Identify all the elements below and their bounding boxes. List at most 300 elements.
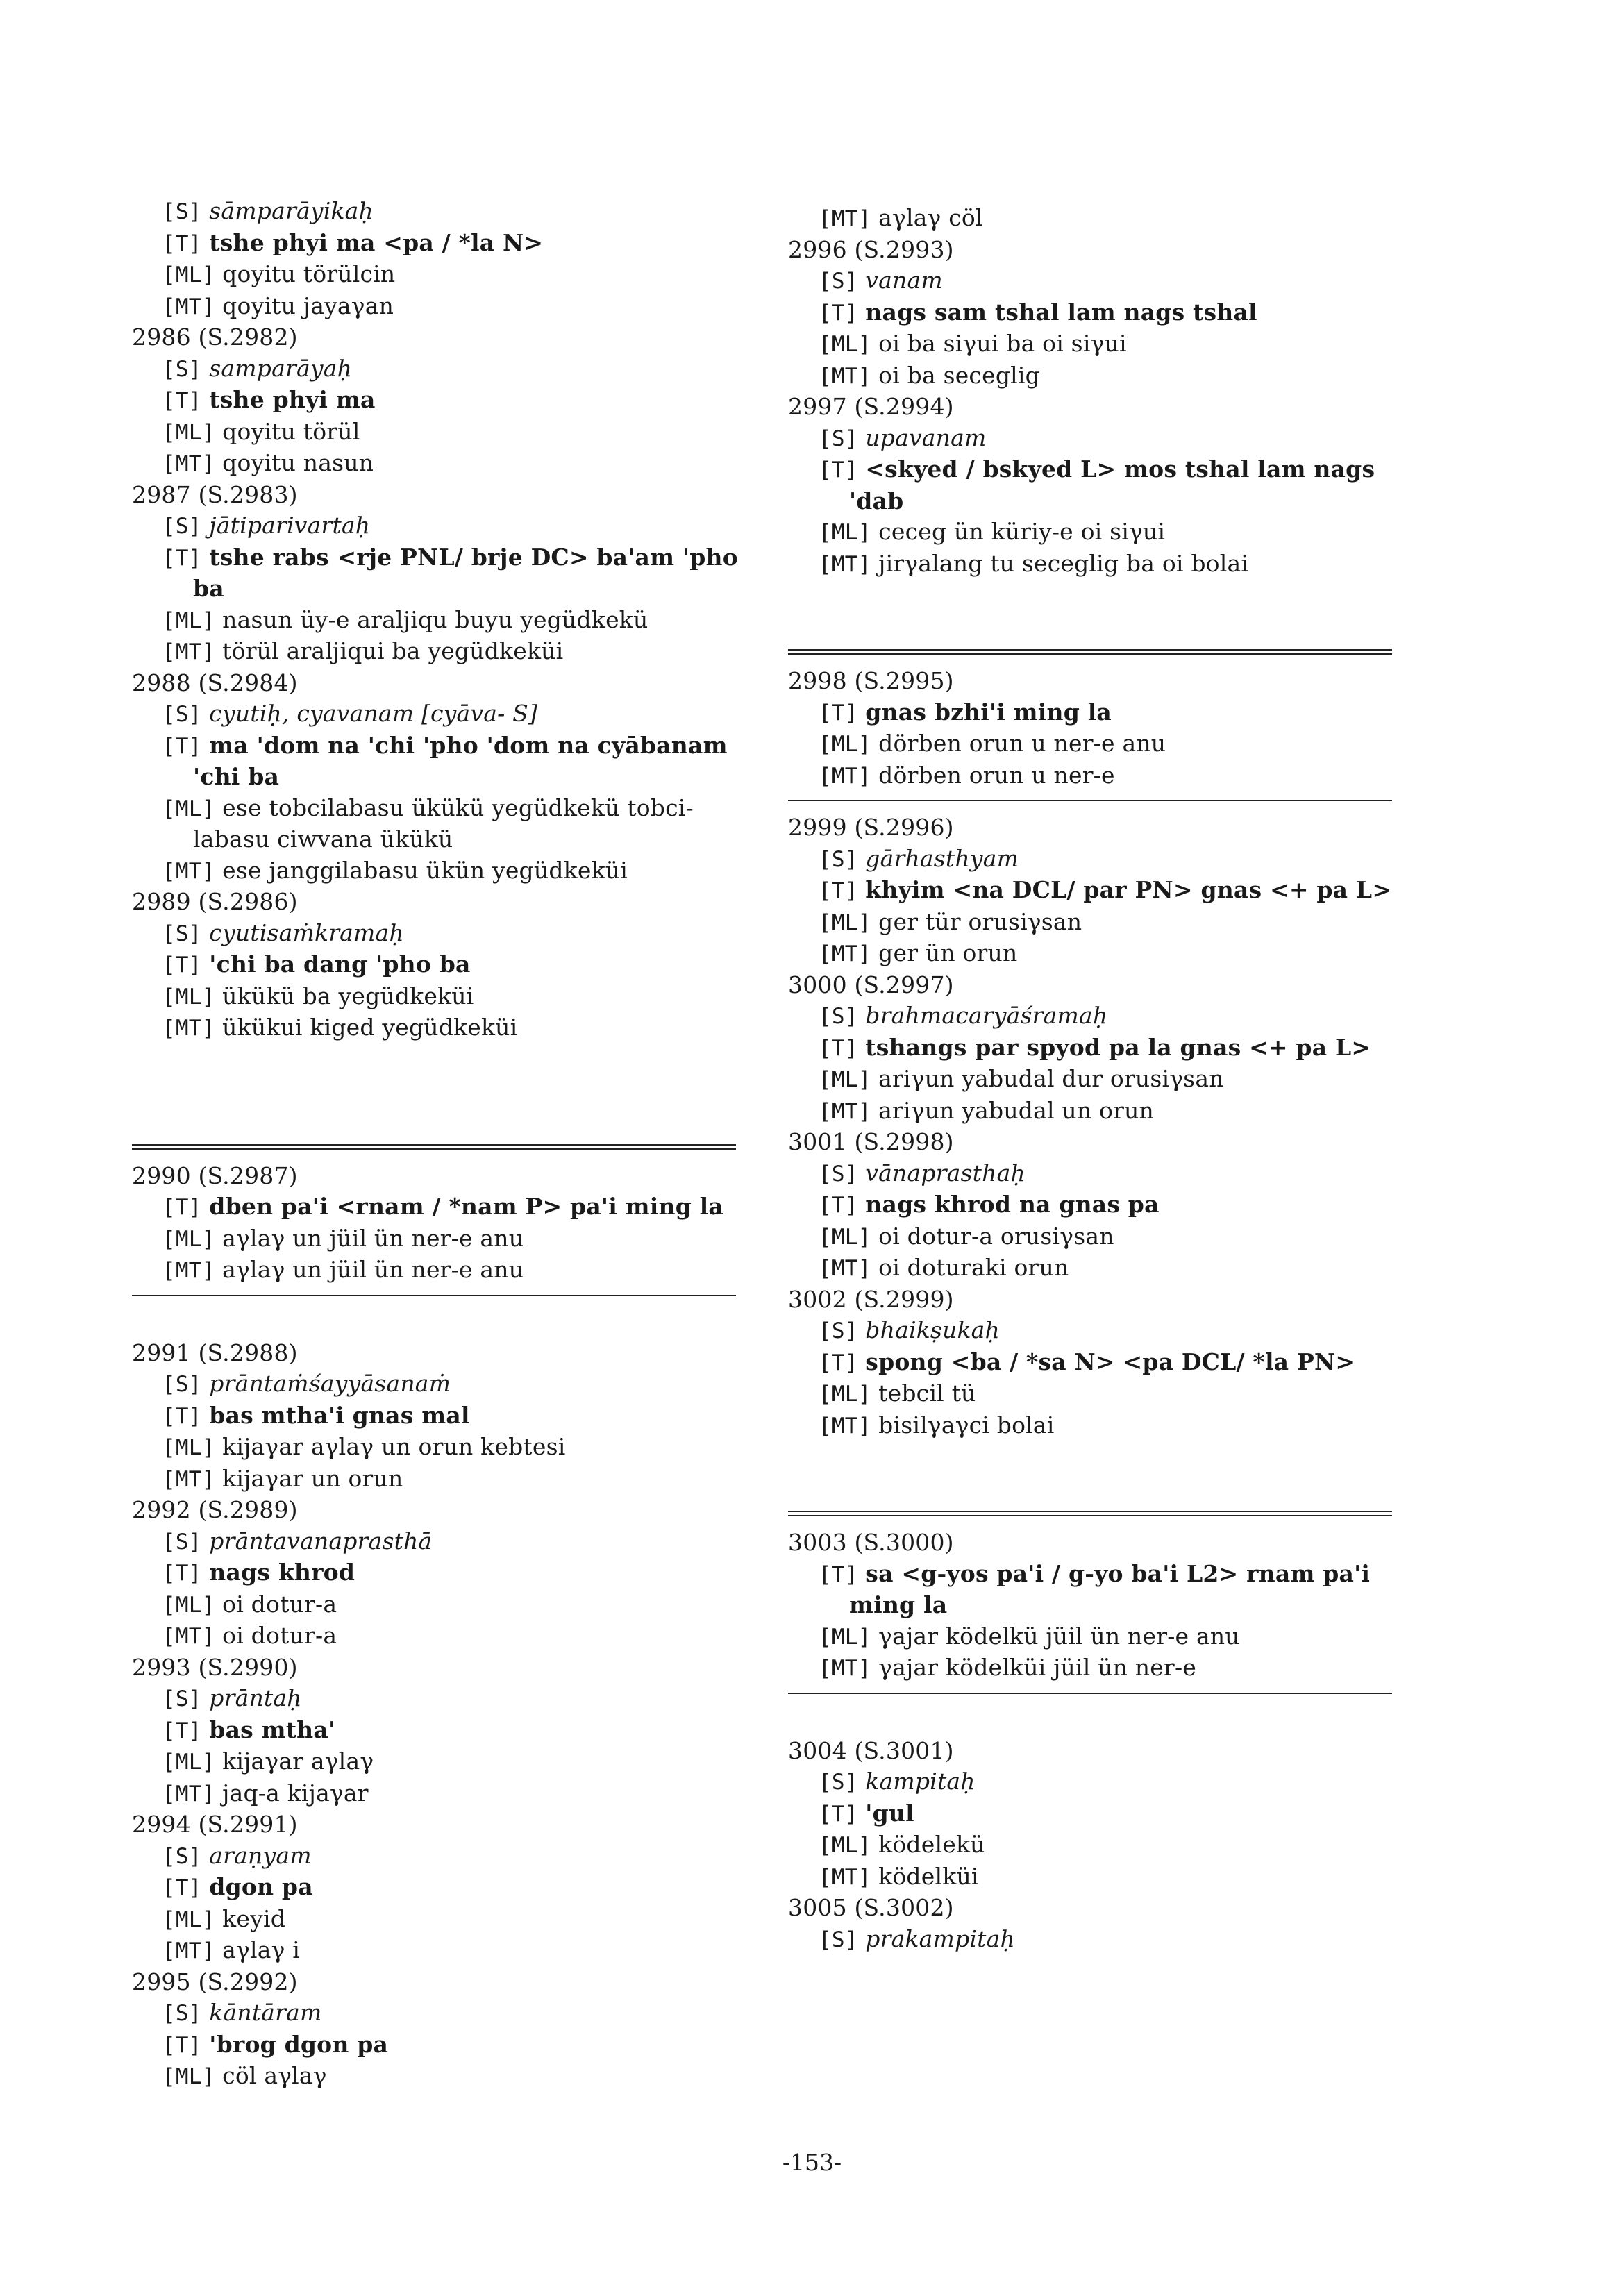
entry-line-s	[132, 698, 757, 730]
entry-text: spong <ba / *sa N> <pa DCL/ *la PN>	[865, 1348, 1355, 1375]
language-tag: [ML]	[819, 520, 871, 545]
language-tag: [ML]	[162, 1750, 215, 1775]
entry-number-text: 2998 (S.2995)	[788, 667, 954, 694]
language-tag: [MT]	[819, 1098, 871, 1124]
language-tag: [S]	[162, 1372, 202, 1397]
entry-text: vānaprasthaḥ	[865, 1159, 1026, 1187]
language-tag: [S]	[162, 921, 202, 946]
entry-text: oi doturaki orun	[878, 1254, 1069, 1281]
entry-line-ml	[132, 605, 757, 637]
language-tag: [MT]	[162, 858, 215, 884]
page-number: -153-	[782, 2149, 842, 2176]
language-tag: [T]	[162, 733, 202, 759]
language-tag: [MT]	[162, 1624, 215, 1649]
entry-text: 'gul	[865, 1799, 914, 1827]
entry-line-s	[132, 918, 757, 950]
entry-number-text: 2990 (S.2987)	[132, 1162, 298, 1189]
section-divider	[788, 641, 1392, 666]
entry-line-mt	[132, 1012, 757, 1044]
entry-text: kijaγar aγlaγ un orun kebtesi	[222, 1433, 566, 1460]
entry-text: γajar ködelküi jüil ün ner-e	[878, 1654, 1197, 1681]
entry-number-text: 2987 (S.2983)	[132, 480, 298, 508]
language-tag: [MT]	[819, 363, 871, 389]
entry-number-text: 2997 (S.2994)	[788, 393, 954, 420]
entry-text: gārhasthyam	[865, 844, 1019, 872]
entry-text: 'dab	[849, 487, 904, 514]
entry-line-mt	[132, 1935, 757, 1967]
entry-line-ml	[132, 1589, 757, 1621]
entry-text: dörben orun u ner-e	[878, 761, 1115, 789]
entry-number	[788, 1893, 1427, 1924]
entry-text: cyutisaṁkramaḥ	[209, 919, 404, 946]
entry-number	[788, 1736, 1427, 1767]
entry-line-s	[132, 510, 757, 542]
entry-text: ariγun yabudal dur orusiγsan	[878, 1065, 1224, 1092]
entry-line-s	[788, 844, 1427, 875]
entry-line-mt	[132, 448, 757, 480]
language-tag: [ML]	[162, 1907, 215, 1932]
entry-line-t	[132, 1191, 757, 1223]
entry-line-s	[132, 1997, 757, 2029]
entry-number	[132, 887, 757, 918]
entry-line-t	[788, 297, 1427, 329]
entry-number	[132, 1652, 757, 1684]
entry-text: kāntāram	[209, 1999, 322, 2026]
spacer	[788, 1441, 1427, 1472]
language-tag: [MT]	[162, 1781, 215, 1807]
entry-number-text: 2996 (S.2993)	[788, 235, 954, 263]
language-tag: [T]	[819, 1801, 858, 1827]
entry-number-text: 2994 (S.2991)	[132, 1811, 298, 1838]
language-tag: [T]	[819, 700, 858, 726]
entry-text: vanam	[865, 267, 943, 294]
entry-line-s	[132, 1526, 757, 1558]
language-tag: [S]	[162, 356, 202, 382]
entry-line-continuation	[132, 573, 757, 605]
entry-line-s	[788, 423, 1427, 455]
entry-line-s	[788, 1766, 1427, 1798]
entry-line-t	[132, 2029, 757, 2061]
entry-text: khyim <na DCL/ par PN> gnas <+ pa L>	[865, 876, 1392, 903]
language-tag: [ML]	[819, 1224, 871, 1250]
language-tag: [ML]	[819, 332, 871, 357]
entry-text: nags sam tshal lam nags tshal	[865, 298, 1257, 326]
entry-text: qoyitu jayaγan	[222, 292, 394, 319]
entry-number	[788, 812, 1427, 844]
language-tag: [ML]	[162, 262, 215, 287]
entry-line-s	[132, 1841, 757, 1872]
entry-number-text: 2988 (S.2984)	[132, 669, 298, 696]
entry-number-text: 2999 (S.2996)	[788, 814, 954, 841]
entry-line-mt	[788, 1096, 1427, 1128]
language-tag: [ML]	[162, 2064, 215, 2089]
entry-text: prakampitaḥ	[865, 1925, 1015, 1952]
entry-line-mt	[788, 1861, 1427, 1893]
language-tag: [MT]	[819, 1413, 871, 1439]
language-tag: [S]	[162, 1686, 202, 1711]
language-tag: [T]	[162, 231, 202, 256]
language-tag: [ML]	[819, 732, 871, 757]
language-tag: [MT]	[162, 639, 215, 664]
entry-number	[132, 322, 757, 353]
entry-text: 'brog dgon pa	[209, 2030, 389, 2058]
entry-text: ese tobcilabasu ükükü yegüdkekü tobci-	[222, 794, 694, 821]
entry-text: ükükü ba yegüdkeküi	[222, 982, 474, 1009]
entry-text: qoyitu nasun	[222, 449, 374, 476]
language-tag: [MT]	[162, 1466, 215, 1492]
language-tag: [S]	[819, 1318, 858, 1343]
spacer	[788, 1705, 1427, 1736]
language-tag: [MT]	[819, 1656, 871, 1681]
entry-text: γajar ködelkü jüil ün ner-e anu	[878, 1622, 1240, 1650]
entry-text: jirγalang tu seceglig ba oi bolai	[878, 549, 1249, 577]
language-tag: [S]	[162, 514, 202, 539]
entry-number	[132, 1967, 757, 1998]
entry-line-t	[132, 1400, 757, 1432]
language-tag: [T]	[162, 1875, 202, 1900]
entry-text: oi dotur-a	[222, 1622, 337, 1649]
entry-text: dben pa'i <rnam / *nam P> pa'i ming la	[209, 1193, 723, 1220]
entry-text: araṇyam	[209, 1841, 312, 1869]
entry-number-text: 2991 (S.2988)	[132, 1339, 298, 1366]
language-tag: [T]	[162, 1561, 202, 1586]
entry-number	[132, 480, 757, 511]
entry-line-ml	[788, 1221, 1427, 1253]
section-divider	[788, 791, 1392, 812]
entry-number	[788, 392, 1427, 423]
entry-line-mt	[132, 636, 757, 668]
spacer	[132, 1044, 757, 1075]
entry-line-continuation	[788, 486, 1427, 517]
entry-text: nasun üy-e araljiqu buyu yegüdkekü	[222, 605, 648, 633]
entry-line-s	[788, 1924, 1427, 1956]
entry-text: tshangs par spyod pa la gnas <+ pa L>	[865, 1033, 1371, 1061]
section-divider	[788, 1684, 1392, 1705]
entry-text: sāmparāyikaḥ	[209, 197, 374, 224]
entry-line-ml	[788, 1064, 1427, 1096]
entry-text: aγlaγ i	[222, 1936, 300, 1963]
entry-number-text: 3004 (S.3001)	[788, 1736, 954, 1764]
entry-number	[788, 666, 1427, 697]
language-tag: [S]	[819, 846, 858, 872]
entry-text: qoyitu törül	[222, 417, 360, 445]
entry-line-t	[788, 1559, 1427, 1591]
language-tag: [T]	[819, 300, 858, 326]
language-tag: [S]	[162, 702, 202, 727]
entry-text: ba	[193, 575, 224, 602]
entry-text: oi ba siγui ba oi siγui	[878, 330, 1127, 357]
spacer	[788, 1472, 1427, 1502]
entry-number-text: 2986 (S.2982)	[132, 324, 298, 351]
language-tag: [ML]	[162, 984, 215, 1009]
entry-line-s	[132, 1368, 757, 1400]
entry-line-s	[132, 196, 757, 228]
entry-number-text: 2993 (S.2990)	[132, 1653, 298, 1681]
entry-text: prāntavanaprasthā	[209, 1527, 433, 1555]
entry-line-mt	[132, 1778, 757, 1810]
entry-text: brahmacaryāśramaḥ	[865, 1002, 1108, 1029]
entry-line-continuation	[132, 824, 757, 855]
entry-number-text: 2992 (S.2989)	[132, 1496, 298, 1523]
entry-line-mt	[132, 855, 757, 887]
language-tag: [S]	[819, 1004, 858, 1029]
entry-text: ariγun yabudal un orun	[878, 1096, 1154, 1124]
language-tag: [MT]	[819, 551, 871, 577]
entry-number-text: 3001 (S.2998)	[788, 1128, 954, 1155]
entry-line-t	[132, 542, 757, 574]
entry-line-ml	[788, 728, 1427, 760]
entry-text: oi ba seceglig	[878, 361, 1041, 389]
entry-line-ml	[132, 2061, 757, 2093]
language-tag: [S]	[162, 1529, 202, 1555]
entry-text: prāntaṁśayyāsanaṁ	[209, 1370, 451, 1397]
language-tag: [S]	[162, 2001, 202, 2026]
entry-line-continuation	[788, 1590, 1427, 1621]
entry-line-t	[788, 1189, 1427, 1221]
entry-line-t	[788, 697, 1427, 729]
section-divider	[132, 1136, 736, 1161]
entry-line-ml	[788, 1378, 1427, 1410]
entry-text: oi dotur-a orusiγsan	[878, 1222, 1114, 1250]
spacer	[788, 580, 1427, 610]
entry-text: sa <g-yos pa'i / g-yo ba'i L2> rnam pa'i	[865, 1559, 1371, 1587]
language-tag: [ML]	[162, 1226, 215, 1252]
entry-line-s	[132, 1683, 757, 1715]
entry-line-mt	[132, 1255, 757, 1287]
entry-line-mt	[788, 938, 1427, 970]
spacer	[132, 1075, 757, 1105]
entry-line-mt	[132, 291, 757, 323]
entry-text: ger tür orusiγsan	[878, 907, 1082, 935]
language-tag: [MT]	[819, 1256, 871, 1281]
entry-text: törül araljiqui ba yegüdkeküi	[222, 637, 564, 664]
entry-line-t	[132, 228, 757, 260]
entry-text: ködelekü	[878, 1831, 985, 1858]
entry-line-ml	[132, 981, 757, 1013]
entry-line-ml	[788, 1829, 1427, 1861]
entry-line-t	[132, 1872, 757, 1904]
entry-text: tshe phyi ma <pa / *la N>	[209, 228, 544, 256]
entry-text: ma 'dom na 'chi 'pho 'dom na cyābanam	[209, 731, 728, 759]
language-tag: [MT]	[819, 763, 871, 789]
entry-text: ceceg ün küriy-e oi siγui	[878, 518, 1166, 545]
language-tag: [S]	[819, 1161, 858, 1187]
entry-text: <skyed / bskyed L> mos tshal lam nags	[865, 455, 1375, 483]
entry-text: 'chi ba	[193, 763, 280, 790]
language-tag: [T]	[162, 2032, 202, 2058]
language-tag: [S]	[162, 1843, 202, 1869]
language-tag: [T]	[162, 1195, 202, 1220]
entry-number	[132, 1809, 757, 1841]
entry-line-t	[788, 1798, 1427, 1830]
entry-text: keyid	[222, 1904, 286, 1932]
language-tag: [T]	[819, 1193, 858, 1218]
entry-number	[788, 1127, 1427, 1158]
entry-line-mt	[132, 1464, 757, 1495]
language-tag: [ML]	[162, 419, 215, 445]
entry-number-text: 2989 (S.2986)	[132, 888, 298, 915]
language-tag: [S]	[162, 199, 202, 224]
entry-line-mt	[788, 1652, 1427, 1684]
spacer	[132, 1105, 757, 1136]
entry-number	[132, 1495, 757, 1526]
entry-line-s	[788, 1315, 1427, 1347]
entry-line-ml	[788, 907, 1427, 939]
entry-text: prāntaḥ	[209, 1684, 302, 1711]
entry-line-t	[132, 1715, 757, 1747]
language-tag: [ML]	[819, 1624, 871, 1650]
entry-line-t	[132, 949, 757, 981]
language-tag: [ML]	[819, 1382, 871, 1407]
entry-text: jaq-a kijaγar	[222, 1779, 369, 1807]
language-tag: [T]	[162, 1403, 202, 1429]
entry-text: nags khrod	[209, 1559, 355, 1586]
language-tag: [T]	[162, 388, 202, 413]
entry-number-text: 3000 (S.2997)	[788, 971, 954, 998]
entry-line-ml	[132, 1746, 757, 1778]
entry-text: cyutiḥ, cyavanam [cyāva- S]	[209, 700, 538, 727]
entry-number-text: 3003 (S.3000)	[788, 1529, 954, 1556]
entry-text: kampitaḥ	[865, 1768, 976, 1795]
language-tag: [MT]	[162, 294, 215, 319]
entry-line-ml	[132, 417, 757, 449]
entry-line-s	[788, 1000, 1427, 1032]
language-tag: [T]	[819, 1561, 858, 1587]
entry-line-continuation	[132, 762, 757, 793]
language-tag: [S]	[819, 1927, 858, 1952]
entry-text: gnas bzhi'i ming la	[865, 698, 1112, 726]
language-tag: [S]	[819, 269, 858, 294]
language-tag: [S]	[819, 1770, 858, 1795]
entry-text: bas mtha'	[209, 1716, 336, 1743]
entry-text: qoyitu törülcin	[222, 260, 396, 287]
entry-number-text: 3005 (S.3002)	[788, 1894, 954, 1921]
entry-number	[132, 668, 757, 699]
entry-text: ködelküi	[878, 1862, 979, 1890]
entry-text: ming la	[849, 1591, 948, 1618]
entry-number-text: 3002 (S.2999)	[788, 1285, 954, 1313]
entry-text: ger ün orun	[878, 939, 1018, 966]
entry-number	[788, 235, 1427, 266]
entry-text: aγlaγ un jüil ün ner-e anu	[222, 1224, 524, 1252]
entry-line-t	[788, 1347, 1427, 1379]
entry-line-mt	[788, 203, 1427, 235]
spacer	[132, 1307, 757, 1338]
entry-line-s	[788, 265, 1427, 297]
entry-text: kijaγar un orun	[222, 1464, 403, 1492]
entry-text: oi dotur-a	[222, 1590, 337, 1618]
entry-text: aγlaγ un jüil ün ner-e anu	[222, 1256, 524, 1283]
entry-line-mt	[788, 760, 1427, 792]
right-column	[788, 203, 1427, 1955]
entry-line-t	[132, 385, 757, 417]
entry-text: aγlaγ cöl	[878, 204, 983, 231]
entry-line-ml	[132, 1904, 757, 1936]
entry-line-t	[788, 875, 1427, 907]
entry-line-s	[132, 353, 757, 385]
language-tag: [T]	[162, 953, 202, 978]
language-tag: [ML]	[819, 1833, 871, 1858]
entry-text: dgon pa	[209, 1873, 313, 1900]
entry-text: jātiparivartaḥ	[209, 512, 371, 539]
language-tag: [S]	[819, 426, 858, 451]
entry-line-ml	[788, 1621, 1427, 1653]
entry-text: tshe rabs <rje PNL/ brje DC> ba'am 'pho	[209, 543, 738, 571]
language-tag: [T]	[819, 1350, 858, 1375]
entry-text: bisilγaγci bolai	[878, 1411, 1055, 1439]
entry-text: tshe phyi ma	[209, 386, 376, 413]
entry-text: kijaγar aγlaγ	[222, 1748, 374, 1775]
language-tag: [T]	[162, 1718, 202, 1743]
language-tag: [T]	[819, 458, 858, 483]
entry-number	[132, 1338, 757, 1369]
entry-text: samparāyaḥ	[209, 354, 353, 382]
language-tag: [MT]	[819, 206, 871, 231]
language-tag: [ML]	[819, 1067, 871, 1092]
language-tag: [MT]	[162, 1258, 215, 1283]
entry-line-ml	[132, 1223, 757, 1255]
entry-line-s	[788, 1158, 1427, 1190]
entry-line-ml	[788, 517, 1427, 548]
spacer	[788, 610, 1427, 641]
entry-line-t	[132, 1557, 757, 1589]
language-tag: [ML]	[162, 1435, 215, 1460]
language-tag: [ML]	[162, 607, 215, 633]
entry-line-mt	[788, 1252, 1427, 1284]
entry-line-t	[788, 1032, 1427, 1064]
entry-number	[788, 1284, 1427, 1316]
entry-line-ml	[132, 259, 757, 291]
entry-text: dörben orun u ner-e anu	[878, 730, 1166, 757]
language-tag: [MT]	[162, 451, 215, 476]
language-tag: [T]	[819, 878, 858, 903]
entry-number	[788, 1527, 1427, 1559]
entry-line-ml	[132, 793, 757, 825]
entry-line-ml	[788, 328, 1427, 360]
entry-line-mt	[788, 1410, 1427, 1442]
entry-text: bas mtha'i gnas mal	[209, 1401, 470, 1429]
language-tag: [T]	[819, 1035, 858, 1061]
entry-text: cöl aγlaγ	[222, 2062, 327, 2089]
entry-text: bhaikṣukaḥ	[865, 1316, 1001, 1343]
language-tag: [ML]	[819, 910, 871, 935]
entry-line-t	[788, 454, 1427, 486]
entry-line-mt	[788, 360, 1427, 392]
section-divider	[132, 1287, 736, 1307]
language-tag: [MT]	[162, 1938, 215, 1963]
entry-line-mt	[788, 548, 1427, 580]
entry-line-t	[132, 730, 757, 762]
entry-line-mt	[132, 1620, 757, 1652]
entry-text: nags khrod na gnas pa	[865, 1191, 1160, 1218]
entry-text: ese janggilabasu ükün yegüdkeküi	[222, 856, 628, 884]
entry-number	[788, 970, 1427, 1001]
language-tag: [T]	[162, 545, 202, 571]
section-divider	[788, 1502, 1392, 1527]
language-tag: [ML]	[162, 1592, 215, 1618]
left-column	[132, 196, 757, 2093]
entry-text: labasu ciwvana ükükü	[193, 826, 453, 853]
entry-text: ükükui kiged yegüdkeküi	[222, 1014, 518, 1041]
entry-line-ml	[132, 1432, 757, 1464]
entry-number	[132, 1161, 757, 1192]
entry-text: 'chi ba dang 'pho ba	[209, 950, 471, 978]
entry-text: tebcil tü	[878, 1380, 976, 1407]
language-tag: [MT]	[819, 1864, 871, 1890]
entry-text: upavanam	[865, 424, 987, 451]
entry-number-text: 2995 (S.2992)	[132, 1968, 298, 1995]
language-tag: [ML]	[162, 796, 215, 821]
